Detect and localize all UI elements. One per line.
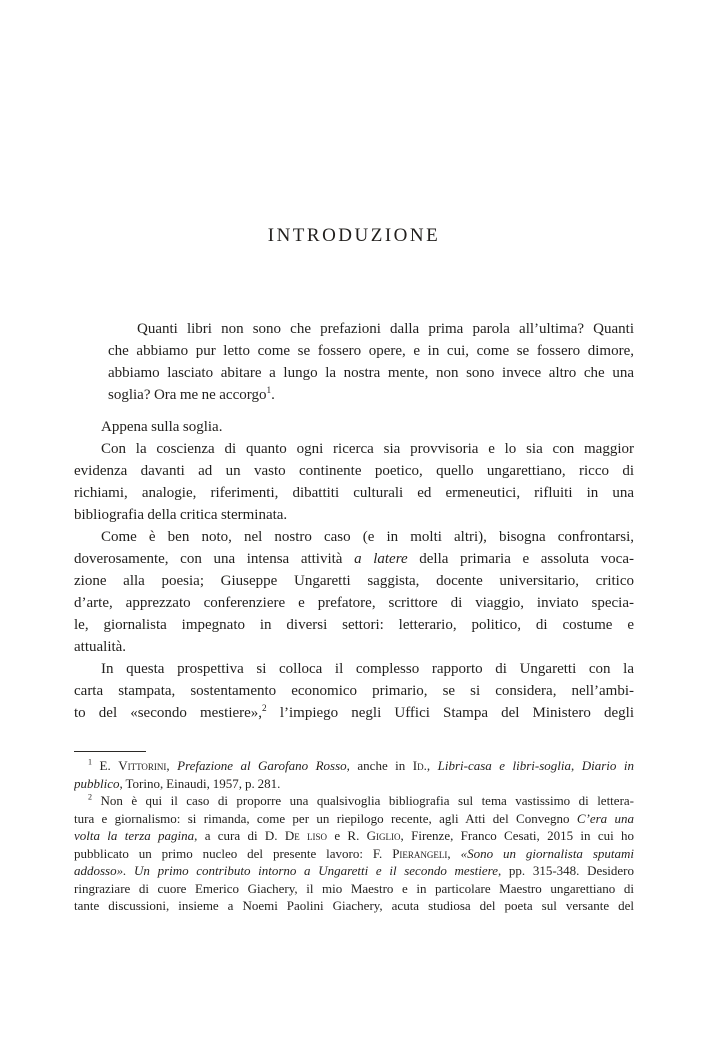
text-run: d’arte, apprezzato conferenziere e prefatore, scrittore di viaggio, inviato specia- [74, 595, 634, 611]
text-run: Diario in [581, 758, 634, 773]
text-run: carta stampata, sostentamento economico primario, se si considera, nell’ambi- [74, 683, 634, 699]
text-line [108, 384, 634, 406]
text-run: In questa prospettiva si colloca il complesso rapporto di Ungaretti con la [101, 661, 634, 677]
text-line [74, 570, 634, 592]
footnote-marker: 1 [266, 386, 272, 396]
text-run: , [571, 758, 582, 773]
text-run: Prefazione al Garofano Rosso, [177, 758, 350, 773]
text-run: Giglio [366, 828, 401, 843]
text-line [74, 792, 634, 810]
text-run: C’era una [576, 810, 634, 826]
text-line [74, 680, 634, 702]
text-run: , [447, 845, 461, 861]
text-line [108, 340, 634, 362]
text-line [74, 862, 634, 880]
footnote-marker: 2 [88, 792, 93, 802]
text-run: della primaria e assoluta voca- [407, 551, 634, 567]
text-run: abbiamo lasciato abitare a lungo la nostra mente, non sono invece altro che una [108, 365, 634, 381]
chapter-title: INTRODUZIONE [267, 225, 441, 246]
text-run: richiami, analogie, riferimenti, dibattiti culturali ed ermeneutici, rifluiti in una [74, 485, 634, 501]
text-line [74, 880, 634, 898]
text-line [108, 318, 634, 340]
text-run: Come è ben noto, nel nostro caso (e in molti altri), bisogna confrontarsi, [101, 529, 634, 545]
text-run: pubblicato un primo nucleo del presente lavoro: F. [74, 845, 393, 861]
text-run: , Torino, Einaudi, 1957, p. 281. [119, 775, 281, 791]
text-run: e R. [327, 828, 367, 843]
opening-block-quote [108, 318, 634, 406]
text-run: zione alla poesia; Giuseppe Ungaretti saggista, docente universitario, critico [74, 573, 634, 589]
text-run: a latere [354, 551, 408, 567]
text-run: volta la terza pagina [74, 828, 195, 843]
footnotes-section [74, 757, 634, 915]
text-run: anche in [349, 758, 413, 773]
text-run: l’impiego negli Uffici Stampa del Ministero degli [266, 705, 634, 721]
text-run: evidenza davanti ad un vasto continente poetico, quello ungarettiano, ricco di [74, 463, 634, 479]
text-run: Quanti libri non sono che prefazioni dalla prima parola all’ultima? Quanti [137, 321, 634, 337]
text-line [74, 845, 634, 863]
page-content [74, 0, 634, 915]
body-text [74, 416, 634, 724]
text-run: De liso [284, 828, 328, 843]
text-run: Id [412, 758, 424, 773]
text-run: addosso». Un primo contributo intorno a Ungaretti e il secondo mestiere [74, 863, 499, 878]
footnote-divider-rule [74, 751, 146, 752]
text-run: Libri-casa e libri-soglia [437, 758, 572, 773]
text-run: E. [92, 758, 119, 773]
text-line [74, 897, 634, 915]
footnote-2 [74, 792, 634, 915]
text-line [74, 482, 634, 504]
text-run: bibliografia della critica sterminata. [74, 507, 288, 523]
footnote-1 [74, 757, 634, 792]
text-run: che abbiamo pur letto come se fossero opere, e in cui, come se fossero dimore, [108, 343, 634, 359]
text-run: soglia? Ora me ne accorgo [108, 387, 267, 403]
footnote-marker: 2 [262, 704, 267, 714]
text-run: tante discussioni, insieme a Noemi Paolini Giachery, acuta studiosa del poeta sul versante del [74, 898, 634, 913]
paragraph-4 [74, 658, 634, 724]
text-run: Pierangeli [392, 845, 448, 861]
text-run: , a cura di D. [194, 828, 285, 843]
text-line [74, 757, 634, 775]
text-line [74, 504, 634, 526]
text-run: attualità. [74, 639, 127, 655]
text-run: . [271, 387, 275, 403]
text-run: Vittorini [118, 758, 167, 773]
text-line [74, 548, 634, 570]
paragraph-1 [74, 416, 634, 438]
text-line [74, 614, 634, 636]
text-run: Non è qui il caso di proporre una qualsivoglia bibliografia sul tema vastissimo di lettera- [92, 793, 634, 808]
paragraph-2 [74, 438, 634, 526]
text-line [74, 775, 634, 793]
text-line [74, 658, 634, 680]
text-run: Appena sulla soglia. [101, 419, 223, 435]
text-run: ., [423, 758, 438, 773]
text-run: tura e giornalismo: si rimanda, come per un riepilogo recente, agli Atti del Convegno [74, 810, 577, 826]
footnote-marker: 1 [88, 757, 93, 767]
text-run: doverosamente, con una intensa attività [74, 551, 355, 567]
text-line [74, 636, 634, 658]
text-run: pubblico [74, 775, 120, 791]
text-line [74, 810, 634, 828]
text-line [74, 526, 634, 548]
text-line [74, 416, 634, 438]
paragraph-3 [74, 526, 634, 658]
text-run: to del «secondo mestiere», [74, 705, 263, 721]
text-line [74, 827, 634, 845]
text-run: ringraziare di cuore Emerico Giachery, il mio Maestro e in particolare Maestro ungarettiano di [74, 880, 634, 896]
text-line [74, 592, 634, 614]
text-run: Con la coscienza di quanto ogni ricerca sia provvisoria e lo sia con maggior [101, 441, 634, 457]
text-line [74, 460, 634, 482]
text-run: le, giornalista impegnato in diversi settori: letterario, politico, di costume e [74, 617, 634, 633]
text-run: , Firenze, Franco Cesati, 2015 in cui ho [400, 828, 634, 843]
text-line [74, 438, 634, 460]
text-run: «Sono un giornalista sputami [460, 845, 634, 861]
text-line [108, 362, 634, 384]
text-run: , pp. 315-348. Desidero [498, 863, 634, 878]
text-line [74, 702, 634, 724]
text-run: , [166, 758, 178, 773]
